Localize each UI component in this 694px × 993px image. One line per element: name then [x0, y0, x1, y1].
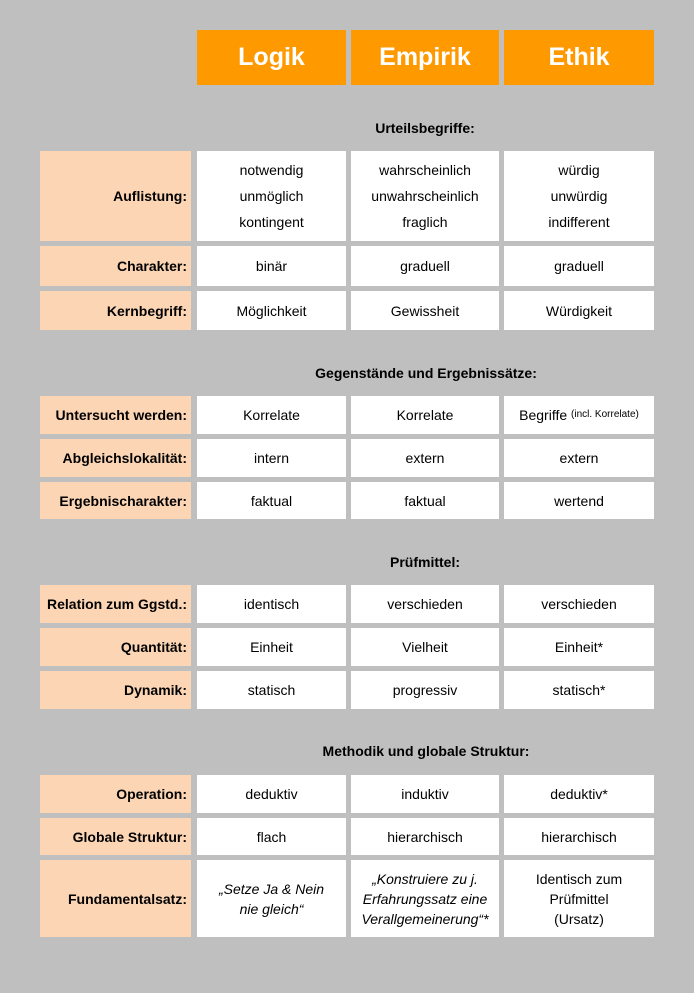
- row-label-quantitaet: Quantität:: [40, 628, 191, 666]
- cell-ergebnis-empirik: faktual: [351, 482, 499, 519]
- cell-line: wahrscheinlich: [379, 162, 471, 178]
- cell-fundamentalsatz-ethik: [504, 860, 654, 937]
- cell-line: Verallgemeinerung“*: [361, 910, 489, 927]
- cell-abgleich-ethik: extern: [504, 439, 654, 477]
- cell-operation-logik: deduktiv: [197, 775, 346, 813]
- row-label-fundamentalsatz: Fundamentalsatz:: [40, 860, 191, 937]
- row-label-operation: Operation:: [40, 775, 191, 813]
- section-title-methodik: Methodik und globale Struktur:: [322, 743, 530, 759]
- row-label-dynamik: Dynamik:: [40, 671, 191, 709]
- cell-dynamik-empirik: progressiv: [351, 671, 499, 709]
- cell-auflistung-ethik: [504, 151, 654, 241]
- cell-untersucht-empirik: Korrelate: [351, 396, 499, 434]
- cell-dynamik-logik: statisch: [197, 671, 346, 709]
- row-label-relation: Relation zum Ggstd.:: [40, 585, 191, 623]
- cell-main-text: Begriffe: [519, 407, 568, 423]
- cell-charakter-ethik: graduell: [504, 246, 654, 286]
- cell-charakter-empirik: graduell: [351, 246, 499, 286]
- cell-line: Erfahrungssatz eine: [362, 890, 488, 907]
- section-title-urteilsbegriffe: Urteilsbegriffe:: [375, 120, 475, 136]
- cell-line: „Konstruiere zu j.: [372, 870, 478, 887]
- cell-line: unwürdig: [550, 188, 608, 204]
- cell-line: „Setze Ja & Nein: [218, 880, 325, 897]
- row-label-charakter: Charakter:: [40, 246, 191, 286]
- cell-note: (incl. Korrelate): [571, 409, 639, 420]
- row-label-untersucht: Untersucht werden:: [40, 396, 191, 434]
- cell-dynamik-ethik: statisch*: [504, 671, 654, 709]
- cell-quantitaet-logik: Einheit: [197, 628, 346, 666]
- cell-untersucht-logik: Korrelate: [197, 396, 346, 434]
- column-header-empirik: Empirik: [351, 30, 499, 85]
- cell-ergebnis-logik: faktual: [197, 482, 346, 519]
- row-label-ergebnis: Ergebnischarakter:: [40, 482, 191, 519]
- cell-quantitaet-empirik: Vielheit: [351, 628, 499, 666]
- cell-line: notwendig: [239, 162, 304, 178]
- cell-charakter-logik: binär: [197, 246, 346, 286]
- row-label-abgleich: Abgleichslokalität:: [40, 439, 191, 477]
- cell-operation-ethik: deduktiv*: [504, 775, 654, 813]
- cell-auflistung-empirik: [351, 151, 499, 241]
- cell-struktur-logik: flach: [197, 818, 346, 855]
- cell-line: Identisch zum: [535, 870, 623, 887]
- column-header-ethik: Ethik: [504, 30, 654, 85]
- cell-kernbegriff-empirik: Gewissheit: [351, 291, 499, 330]
- cell-fundamentalsatz-logik: [197, 860, 346, 937]
- cell-ergebnis-ethik: wertend: [504, 482, 654, 519]
- section-title-gegenstaende: Gegenstände und Ergebnissätze:: [315, 365, 537, 381]
- cell-operation-empirik: induktiv: [351, 775, 499, 813]
- cell-struktur-empirik: hierarchisch: [351, 818, 499, 855]
- cell-line: würdig: [558, 162, 600, 178]
- cell-abgleich-logik: intern: [197, 439, 346, 477]
- cell-struktur-ethik: hierarchisch: [504, 818, 654, 855]
- cell-line: kontingent: [239, 214, 304, 230]
- cell-quantitaet-ethik: Einheit*: [504, 628, 654, 666]
- cell-relation-empirik: verschieden: [351, 585, 499, 623]
- cell-kernbegriff-ethik: Würdigkeit: [504, 291, 654, 330]
- cell-line: Prüfmittel: [549, 890, 609, 907]
- section-title-pruefmittel: Prüfmittel:: [390, 554, 460, 570]
- cell-line: nie gleich“: [239, 900, 304, 917]
- cell-untersucht-ethik: [504, 396, 654, 434]
- row-label-kernbegriff: Kernbegriff:: [40, 291, 191, 330]
- column-header-logik: Logik: [197, 30, 346, 85]
- cell-line: indifferent: [548, 214, 610, 230]
- cell-relation-ethik: verschieden: [504, 585, 654, 623]
- row-label-struktur: Globale Struktur:: [40, 818, 191, 855]
- cell-line: fraglich: [402, 214, 448, 230]
- row-label-auflistung: Auflistung:: [40, 151, 191, 241]
- cell-fundamentalsatz-empirik: [351, 860, 499, 937]
- cell-relation-logik: identisch: [197, 585, 346, 623]
- cell-auflistung-logik: [197, 151, 346, 241]
- cell-line: (Ursatz): [554, 910, 604, 927]
- cell-kernbegriff-logik: Möglichkeit: [197, 291, 346, 330]
- cell-abgleich-empirik: extern: [351, 439, 499, 477]
- cell-line: unwahrscheinlich: [371, 188, 479, 204]
- cell-line: unmöglich: [239, 188, 304, 204]
